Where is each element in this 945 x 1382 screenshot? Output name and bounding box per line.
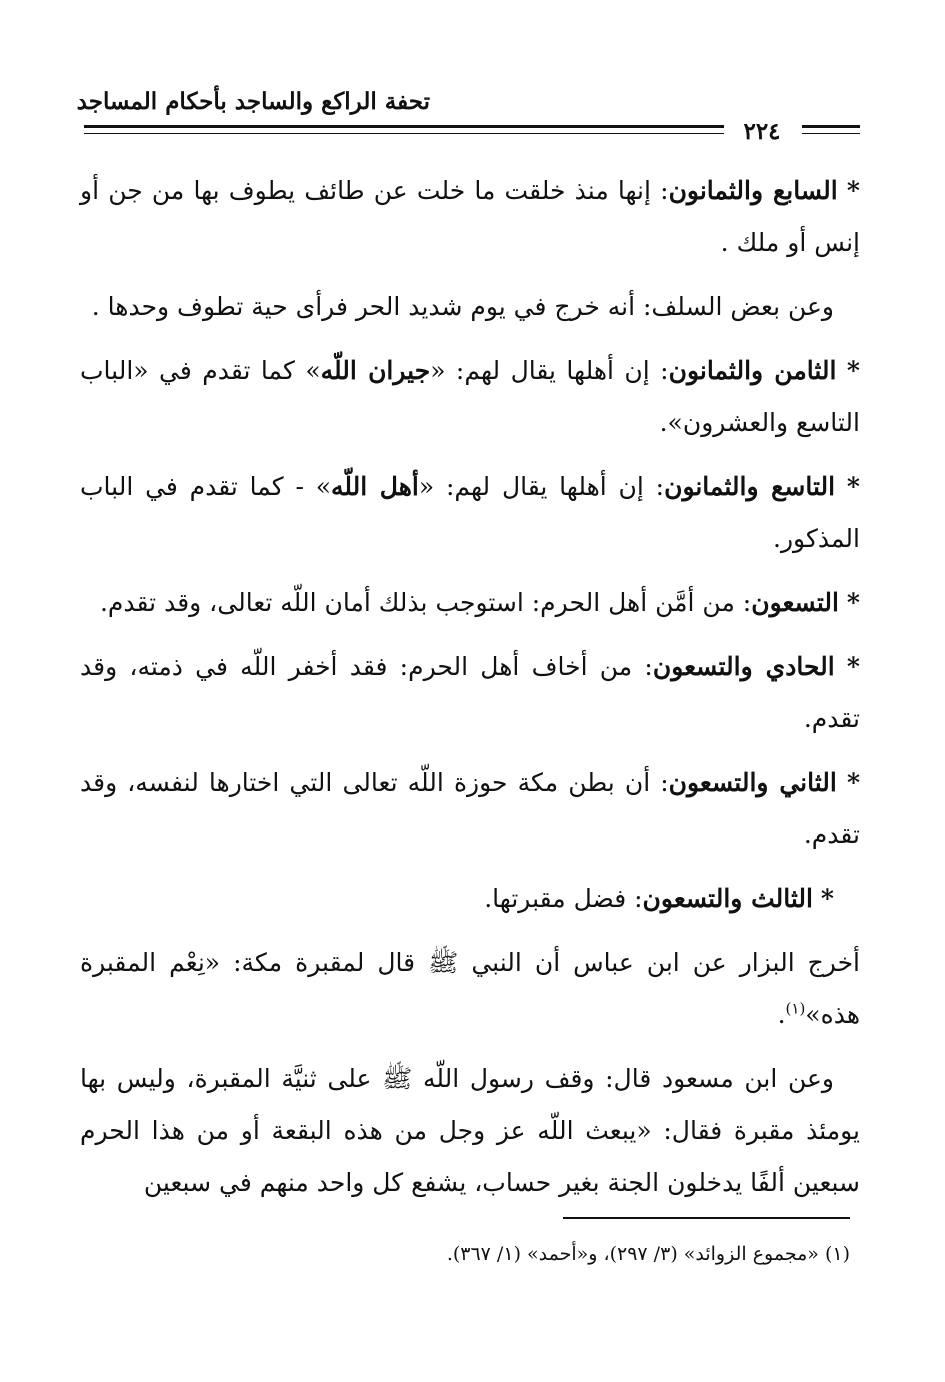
- separator: :: [649, 356, 669, 385]
- paragraph-89: [80, 461, 860, 565]
- paragraph-87: [80, 165, 860, 269]
- bullet-star: *: [846, 588, 860, 617]
- item-text-continued: .: [777, 1000, 786, 1029]
- page-number-rule-top: [802, 125, 860, 128]
- paragraph-93: [80, 873, 860, 925]
- footnote-separator: [563, 1217, 850, 1219]
- paragraph-bazzar: [80, 937, 860, 1041]
- bullet-star: *: [846, 768, 861, 797]
- bullet-star: *: [820, 884, 834, 913]
- paragraph-ibn-masud: [80, 1053, 860, 1209]
- paragraph-88: [80, 345, 860, 449]
- bullet-star: *: [846, 356, 860, 385]
- item-text: وعن بعض السلف: أنه خرج في يوم شديد الحر فرأى حية تطوف وحدها .: [91, 292, 834, 321]
- item-text: وعن ابن مسعود قال: وقف رسول اللّه ﷺ على ثنيَّة المقبرة، وليس بها يومئذ مقبرة فقال: «يبعث اللّه عز وجل من هذه البقعة أو من هذا الحرم سبعين ألفًا يدخلون الجنة بغير حساب، يشفع كل واحد منهم في سبعين: [80, 1064, 860, 1197]
- item-text-continued: » - كما تقدم في الباب المذكور.: [80, 472, 860, 553]
- separator: :: [643, 472, 665, 501]
- item-heading: التسعون: [751, 588, 839, 617]
- separator: :: [626, 884, 643, 913]
- paragraph-91: [80, 641, 860, 745]
- item-text: فضل مقبرتها.: [484, 884, 627, 913]
- bullet-star: *: [846, 176, 860, 205]
- item-text: إنها منذ خلقت ما خلت عن طائف يطوف بها من جن أو إنس أو ملك .: [80, 176, 860, 257]
- page-number-rule-bottom: [802, 133, 860, 134]
- item-heading: الثالث والتسعون: [642, 884, 813, 913]
- item-heading: الثامن والثمانون: [668, 356, 837, 385]
- header-rule-bottom-thin: [84, 133, 724, 134]
- running-title: تحفة الراكع والساجد بأحكام المساجد: [76, 88, 430, 115]
- item-text-continued: » كما تقدم في «الباب التاسع والعشرون».: [80, 356, 860, 437]
- footnote: (١) «مجموع الزوائد» (٣/ ٢٩٧)، و«أحمد» (١/ ٣٦٧).: [446, 1243, 850, 1265]
- paragraph-salaf: [80, 281, 860, 333]
- separator: :: [650, 768, 669, 797]
- item-heading: الحادي والتسعون: [652, 652, 835, 681]
- item-text: أخرج البزار عن ابن عباس أن النبي ﷺ قال لمقبرة مكة: «نِعْم المقبرة هذه»: [80, 948, 860, 1029]
- item-text: من أخاف أهل الحرم: فقد أخفر اللّه في ذمته، وقد تقدم.: [80, 652, 860, 733]
- item-heading: الثاني والتسعون: [668, 768, 837, 797]
- item-text: أن بطن مكة حوزة اللّه تعالى التي اختارها لنفسه، وقد تقدم.: [80, 768, 860, 849]
- separator: :: [632, 652, 653, 681]
- paragraph-90: [80, 577, 860, 629]
- emphasis-text: جيران اللّه: [320, 356, 431, 385]
- header-rule-top-thick: [84, 125, 724, 128]
- item-text: إن أهلها يقال لهم: «: [430, 356, 650, 385]
- item-text: إن أهلها يقال لهم: «: [418, 472, 644, 501]
- body-text: [80, 165, 860, 1221]
- emphasis-text: أهل اللّه: [331, 472, 419, 501]
- bullet-star: *: [846, 472, 860, 501]
- bullet-star: *: [846, 652, 860, 681]
- item-heading: السابع والثمانون: [668, 176, 838, 205]
- paragraph-92: [80, 757, 860, 861]
- separator: :: [734, 588, 752, 617]
- page-number: ٢٢٤: [743, 118, 781, 145]
- separator: :: [650, 176, 669, 205]
- item-heading: التاسع والثمانون: [664, 472, 836, 501]
- item-text: من أمَّن أهل الحرم: استوجب بذلك أمان اللّه تعالى، وقد تقدم.: [99, 588, 735, 617]
- footnote-reference: (١): [785, 999, 806, 1018]
